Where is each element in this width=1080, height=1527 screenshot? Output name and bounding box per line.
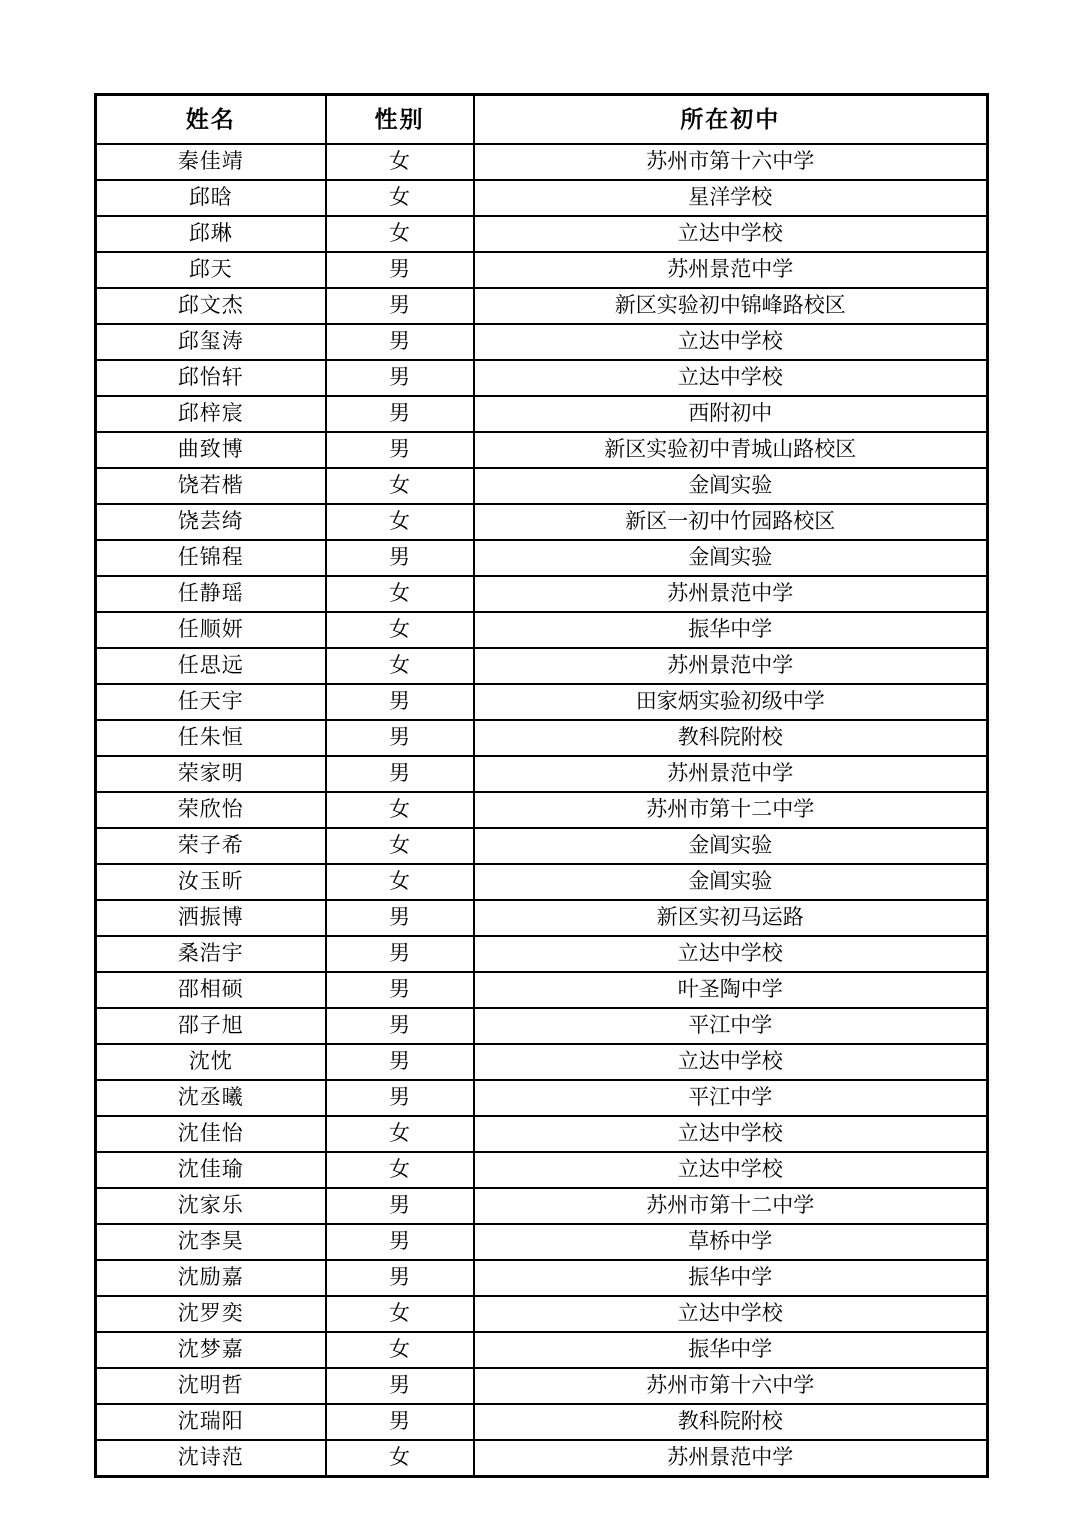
cell-school: 苏州市第十二中学	[474, 1188, 988, 1224]
cell-school: 新区实初马运路	[474, 900, 988, 936]
cell-school: 立达中学校	[474, 1044, 988, 1080]
cell-gender: 男	[326, 1008, 474, 1044]
cell-school: 金阊实验	[474, 864, 988, 900]
cell-name: 邱怡轩	[96, 360, 326, 396]
cell-name: 洒振博	[96, 900, 326, 936]
cell-gender: 男	[326, 684, 474, 720]
table-row	[96, 1404, 988, 1440]
cell-name: 沈家乐	[96, 1188, 326, 1224]
cell-school: 苏州景范中学	[474, 576, 988, 612]
cell-school: 立达中学校	[474, 360, 988, 396]
cell-name: 沈罗奕	[96, 1296, 326, 1332]
cell-gender: 男	[326, 1260, 474, 1296]
table-row	[96, 540, 988, 576]
cell-name: 沈诗范	[96, 1440, 326, 1477]
table-row	[96, 1440, 988, 1477]
cell-gender: 男	[326, 540, 474, 576]
table-row	[96, 144, 988, 180]
cell-gender: 女	[326, 1440, 474, 1477]
cell-gender: 女	[326, 468, 474, 504]
cell-gender: 女	[326, 1332, 474, 1368]
cell-gender: 女	[326, 648, 474, 684]
cell-gender: 女	[326, 792, 474, 828]
table-row	[96, 972, 988, 1008]
cell-school: 立达中学校	[474, 1116, 988, 1152]
cell-gender: 女	[326, 612, 474, 648]
table-row	[96, 1296, 988, 1332]
table-row	[96, 576, 988, 612]
table-row	[96, 864, 988, 900]
roster-table-container	[94, 93, 986, 1478]
cell-school: 草桥中学	[474, 1224, 988, 1260]
cell-school: 苏州景范中学	[474, 252, 988, 288]
cell-gender: 女	[326, 1296, 474, 1332]
cell-school: 金阊实验	[474, 540, 988, 576]
table-row	[96, 216, 988, 252]
table-row	[96, 468, 988, 504]
table-row	[96, 648, 988, 684]
table-row	[96, 324, 988, 360]
cell-school: 苏州景范中学	[474, 756, 988, 792]
cell-name: 饶芸绮	[96, 504, 326, 540]
table-row	[96, 792, 988, 828]
cell-name: 饶若楷	[96, 468, 326, 504]
cell-gender: 男	[326, 900, 474, 936]
table-row	[96, 900, 988, 936]
cell-school: 教科院附校	[474, 1404, 988, 1440]
cell-gender: 男	[326, 360, 474, 396]
table-row	[96, 1332, 988, 1368]
cell-school: 金阊实验	[474, 828, 988, 864]
cell-gender: 男	[326, 1080, 474, 1116]
cell-name: 沈李昊	[96, 1224, 326, 1260]
student-roster-table	[94, 93, 989, 1478]
cell-school: 平江中学	[474, 1008, 988, 1044]
table-row	[96, 720, 988, 756]
cell-school: 苏州市第十二中学	[474, 792, 988, 828]
table-body	[96, 144, 988, 1477]
table-row	[96, 1224, 988, 1260]
cell-school: 星洋学校	[474, 180, 988, 216]
cell-name: 桑浩宇	[96, 936, 326, 972]
cell-name: 沈梦嘉	[96, 1332, 326, 1368]
cell-name: 沈励嘉	[96, 1260, 326, 1296]
table-header	[96, 95, 988, 145]
cell-gender: 女	[326, 576, 474, 612]
cell-gender: 男	[326, 396, 474, 432]
cell-school: 苏州景范中学	[474, 1440, 988, 1477]
table-row	[96, 828, 988, 864]
cell-gender: 男	[326, 720, 474, 756]
cell-name: 荣子希	[96, 828, 326, 864]
table-row	[96, 1008, 988, 1044]
cell-gender: 男	[326, 252, 474, 288]
cell-gender: 女	[326, 144, 474, 180]
table-row	[96, 612, 988, 648]
cell-school: 金阊实验	[474, 468, 988, 504]
cell-gender: 男	[326, 288, 474, 324]
cell-school: 立达中学校	[474, 324, 988, 360]
cell-name: 沈丞曦	[96, 1080, 326, 1116]
cell-name: 邱晗	[96, 180, 326, 216]
table-row	[96, 360, 988, 396]
cell-school: 振华中学	[474, 1332, 988, 1368]
cell-gender: 男	[326, 1044, 474, 1080]
cell-gender: 男	[326, 1368, 474, 1404]
cell-name: 沈明哲	[96, 1368, 326, 1404]
column-header-gender: 性别	[326, 95, 474, 145]
cell-school: 苏州市第十六中学	[474, 144, 988, 180]
cell-name: 邵子旭	[96, 1008, 326, 1044]
cell-school: 西附初中	[474, 396, 988, 432]
cell-name: 任天宇	[96, 684, 326, 720]
table-row	[96, 180, 988, 216]
cell-gender: 女	[326, 1152, 474, 1188]
table-row	[96, 936, 988, 972]
table-row	[96, 252, 988, 288]
table-row	[96, 1152, 988, 1188]
table-header-row	[96, 95, 988, 145]
table-row	[96, 432, 988, 468]
table-row	[96, 1080, 988, 1116]
cell-gender: 女	[326, 1116, 474, 1152]
cell-name: 任静瑶	[96, 576, 326, 612]
cell-name: 任顺妍	[96, 612, 326, 648]
cell-gender: 女	[326, 504, 474, 540]
cell-school: 苏州景范中学	[474, 648, 988, 684]
cell-school: 苏州市第十六中学	[474, 1368, 988, 1404]
cell-school: 立达中学校	[474, 1296, 988, 1332]
cell-school: 立达中学校	[474, 216, 988, 252]
cell-name: 沈佳瑜	[96, 1152, 326, 1188]
column-header-school: 所在初中	[474, 95, 988, 145]
cell-name: 任朱恒	[96, 720, 326, 756]
table-row	[96, 756, 988, 792]
cell-gender: 女	[326, 828, 474, 864]
cell-school: 振华中学	[474, 1260, 988, 1296]
cell-gender: 男	[326, 432, 474, 468]
cell-name: 秦佳靖	[96, 144, 326, 180]
table-row	[96, 1044, 988, 1080]
cell-name: 沈忱	[96, 1044, 326, 1080]
cell-gender: 男	[326, 1404, 474, 1440]
cell-school: 田家炳实验初级中学	[474, 684, 988, 720]
cell-name: 邵相硕	[96, 972, 326, 1008]
table-row	[96, 1116, 988, 1152]
cell-gender: 男	[326, 1224, 474, 1260]
table-row	[96, 1188, 988, 1224]
cell-name: 沈佳怡	[96, 1116, 326, 1152]
cell-name: 邱文杰	[96, 288, 326, 324]
table-row	[96, 1260, 988, 1296]
table-row	[96, 504, 988, 540]
cell-name: 沈瑞阳	[96, 1404, 326, 1440]
cell-gender: 男	[326, 324, 474, 360]
cell-name: 邱天	[96, 252, 326, 288]
table-row	[96, 396, 988, 432]
table-row	[96, 684, 988, 720]
cell-gender: 女	[326, 216, 474, 252]
cell-school: 平江中学	[474, 1080, 988, 1116]
table-row	[96, 1368, 988, 1404]
cell-name: 荣欣怡	[96, 792, 326, 828]
cell-name: 邱玺涛	[96, 324, 326, 360]
cell-name: 任锦程	[96, 540, 326, 576]
cell-school: 立达中学校	[474, 1152, 988, 1188]
cell-name: 曲致博	[96, 432, 326, 468]
table-row	[96, 288, 988, 324]
cell-gender: 女	[326, 180, 474, 216]
cell-name: 任思远	[96, 648, 326, 684]
cell-school: 新区实验初中锦峰路校区	[474, 288, 988, 324]
cell-gender: 男	[326, 756, 474, 792]
cell-name: 汝玉昕	[96, 864, 326, 900]
cell-school: 新区一初中竹园路校区	[474, 504, 988, 540]
cell-school: 教科院附校	[474, 720, 988, 756]
cell-school: 新区实验初中青城山路校区	[474, 432, 988, 468]
column-header-name: 姓名	[96, 95, 326, 145]
cell-gender: 男	[326, 972, 474, 1008]
cell-name: 邱琳	[96, 216, 326, 252]
cell-gender: 男	[326, 1188, 474, 1224]
cell-gender: 女	[326, 864, 474, 900]
cell-gender: 男	[326, 936, 474, 972]
cell-school: 立达中学校	[474, 936, 988, 972]
cell-school: 叶圣陶中学	[474, 972, 988, 1008]
cell-name: 邱梓宸	[96, 396, 326, 432]
cell-school: 振华中学	[474, 612, 988, 648]
cell-name: 荣家明	[96, 756, 326, 792]
